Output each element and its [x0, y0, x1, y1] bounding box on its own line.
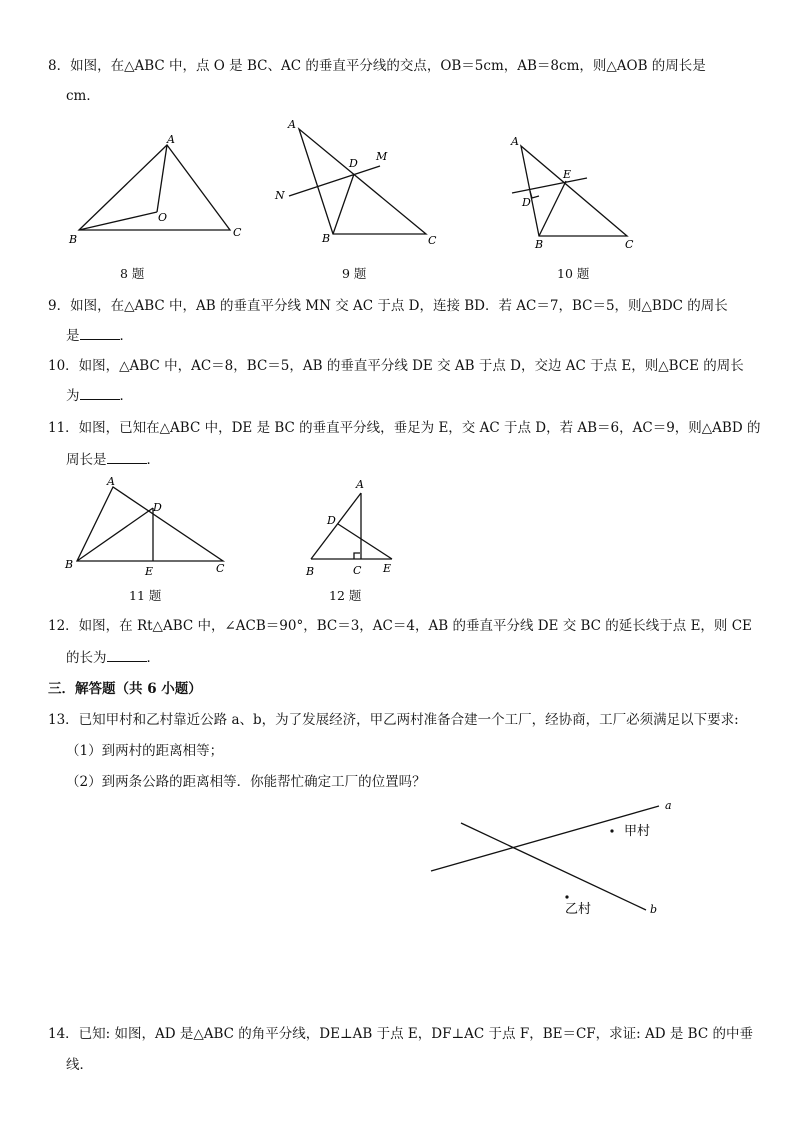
q13-line1: 13．已知甲村和乙村靠近公路 a、b，为了发展经济，甲乙两村准备合建一个工厂，经协商，工厂必须满足以下要求:: [48, 712, 739, 728]
fig10-label-D: D: [522, 196, 531, 209]
q8-line2: cm．: [66, 88, 100, 104]
section-3-title: 三．解答题（共 6 小题）: [48, 681, 202, 697]
fig8-label-A: A: [167, 133, 175, 146]
caption-9: 9 题: [342, 266, 367, 281]
q11-line2-post: ．: [146, 452, 160, 468]
q12-line2-post: ．: [146, 650, 160, 666]
q12-line2-pre: 的长为: [66, 650, 107, 666]
q10-line1: 10．如图，△ABC 中，AC＝8，BC＝5，AB 的垂直平分线 DE 交 AB 于点 D，交边 AC 于点 E，则△BCE 的周长: [48, 358, 744, 374]
q14-line2: 线．: [66, 1057, 93, 1073]
caption-8: 8 题: [120, 266, 145, 281]
village-yi-label: 乙村: [565, 902, 592, 917]
q14-line1: 14．已知: 如图，AD 是△ABC 的角平分线，DE⊥AB 于点 E，DF⊥AC 于点 F，BE＝CF，求证: AD 是 BC 的中垂: [48, 1026, 753, 1042]
fig10-label-E: E: [563, 168, 572, 181]
caption-12: 12 题: [329, 588, 362, 603]
road-b-label: b: [650, 903, 658, 916]
q12-line1: 12．如图，在 Rt△ABC 中，∠ACB＝90°，BC＝3，AC＝4，AB 的垂直平分线 DE 交 BC 的延长线于点 E，则 CE: [48, 618, 752, 634]
fig9-label-A: A: [288, 118, 296, 131]
fig10-label-B: B: [535, 238, 544, 251]
fig11-label-E: E: [145, 565, 154, 578]
q9-line2-pre: 是: [66, 328, 80, 344]
fig9-label-M: M: [376, 150, 388, 163]
fig10-label-A: A: [511, 135, 519, 148]
fig9-label-B: B: [322, 232, 331, 245]
fig12-label-A: A: [356, 478, 364, 491]
village-yi-point: [565, 895, 568, 898]
fig8-label-C: C: [233, 226, 242, 239]
caption-11: 11 题: [129, 588, 162, 603]
q10-line2-pre: 为: [66, 388, 80, 404]
q13-item2: （2）到两条公路的距离相等．你能帮忙确定工厂的位置吗？: [66, 774, 426, 790]
fig11-label-D: D: [153, 501, 162, 514]
fig10-label-C: C: [625, 238, 634, 251]
fig12-label-D: D: [327, 514, 336, 527]
q9-line1: 9．如图，在△ABC 中，AB 的垂直平分线 MN 交 AC 于点 D，连接 BD．若 AC＝7，BC＝5，则△BDC 的周长: [48, 298, 728, 314]
fig9-label-D: D: [349, 157, 358, 170]
caption-10: 10 题: [557, 266, 590, 281]
q11-line2-pre: 周长是: [66, 452, 107, 468]
fig12-label-B: B: [306, 565, 315, 578]
fig9-label-C: C: [428, 234, 437, 247]
fig12-label-E: E: [383, 562, 392, 575]
village-jia-point: [610, 829, 613, 832]
fig12-label-C: C: [353, 564, 362, 577]
village-jia-label: 甲村: [624, 824, 651, 839]
q13-item1: （1）到两村的距离相等；: [66, 743, 224, 759]
fig8-label-O: O: [158, 211, 168, 224]
q11-line1: 11．如图，已知在△ABC 中，DE 是 BC 的垂直平分线，垂足为 E，交 AC 于点 D，若 AB＝6，AC＝9，则△ABD 的: [48, 420, 761, 436]
fig8-label-B: B: [69, 233, 78, 246]
q9-line2-post: ．: [119, 328, 133, 344]
fig11-label-B: B: [65, 558, 74, 571]
q8-line1: 8．如图，在△ABC 中，点 O 是 BC、AC 的垂直平分线的交点，OB＝5cm，AB＝8cm，则△AOB 的周长是: [48, 58, 706, 74]
fig11-label-A: A: [107, 475, 115, 488]
fig9-label-N: N: [275, 189, 285, 202]
q10-line2-post: ．: [119, 388, 133, 404]
fig11-label-C: C: [216, 562, 225, 575]
road-a-label: a: [665, 799, 672, 812]
